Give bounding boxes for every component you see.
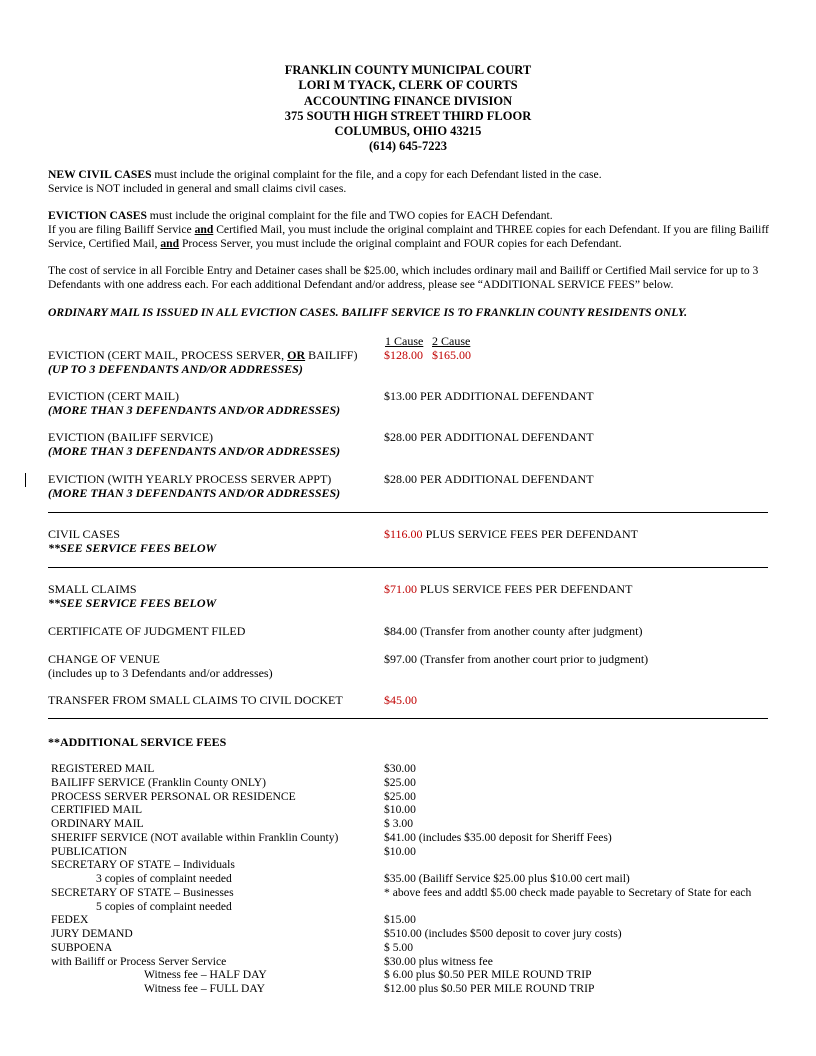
cost-paragraph: [48, 264, 773, 292]
eviction-row-sub: (MORE THAN 3 DEFENDANTS AND/OR ADDRESSES): [48, 403, 341, 417]
small-claims-label: SMALL CLAIMS: [48, 582, 137, 596]
header-line: ACCOUNTING FINANCE DIVISION: [303, 93, 513, 108]
eviction-row-label: EVICTION (CERT MAIL): [48, 389, 180, 403]
header-line: 375 SOUTH HIGH STREET THIRD FLOOR: [284, 108, 532, 123]
ordinary-mail-notice: ORDINARY MAIL IS ISSUED IN ALL EVICTION CASES. BAILIFF SERVICE IS TO FRANKLIN COUNTY RESIDENTS ONLY.: [48, 306, 688, 319]
eviction-heading: EVICTION CASES: [48, 209, 147, 222]
section-divider: [48, 512, 768, 513]
small-claims-price: $71.00: [384, 582, 417, 596]
eviction-main-label: [48, 348, 357, 362]
civil-fee: [384, 527, 638, 541]
fee-label: REGISTERED MAIL: [51, 762, 155, 775]
fee-value: * above fees and addtl $5.00 check made payable to Secretary of State for each: [384, 885, 752, 899]
eviction-row-value: $28.00 PER ADDITIONAL DEFENDANT: [384, 472, 594, 486]
section-divider: [48, 718, 768, 719]
header-line: LORI M TYACK, CLERK OF COURTS: [298, 78, 518, 93]
eviction-text-a: If you are filing Bailiff Service: [48, 222, 195, 236]
fee-label: Witness fee – FULL DAY: [144, 982, 266, 995]
fee-value: $ 6.00 plus $0.50 PER MILE ROUND TRIP: [384, 968, 592, 982]
header-line: FRANKLIN COUNTY MUNICIPAL COURT: [284, 63, 532, 77]
venue-label: CHANGE OF VENUE: [48, 652, 160, 666]
fee-value: $25.00: [384, 775, 416, 789]
transfer-label: TRANSFER FROM SMALL CLAIMS TO CIVIL DOCKET: [48, 693, 343, 707]
fee-label: FEDEX: [51, 913, 89, 927]
eviction-main-label-b: BAILIFF): [305, 348, 358, 362]
fee-label: CERTIFIED MAIL: [51, 803, 143, 817]
eviction-text-c: Process Server, you must include the original complaint and FOUR copies for each Defendant.: [179, 236, 622, 250]
civil-price: $116.00: [384, 527, 423, 541]
fee-label: Witness fee – HALF DAY: [144, 968, 267, 982]
fee-label: ORDINARY MAIL: [51, 817, 144, 830]
cost-text: The cost of service in all Forcible Entry and Detainer cases shall be $25.00, which includes ordinary mail and Bailiff or Certified Mail service for up to 3 Defendants with one address each. For each additional Defendant and/or address, please see “ADDITIONAL SERVICE FEES” below.: [48, 264, 759, 291]
fee-value: $12.00 plus $0.50 PER MILE ROUND TRIP: [384, 982, 595, 995]
fee-value: $41.00 (includes $35.00 deposit for Sheriff Fees): [384, 830, 612, 844]
or-emphasis: OR: [287, 348, 306, 362]
header-line: (614) 645-7223: [368, 139, 448, 154]
header-line: COLUMBUS, OHIO 43215: [334, 124, 482, 139]
fee-value: $ 5.00: [384, 940, 413, 954]
eviction-row-value: $28.00 PER ADDITIONAL DEFENDANT: [384, 430, 594, 444]
venue-sub: (includes up to 3 Defendants and/or addresses): [48, 666, 273, 680]
fee-label: JURY DEMAND: [51, 927, 133, 940]
fee-label: 5 copies of complaint needed: [96, 899, 232, 913]
fee-label: PUBLICATION: [51, 844, 128, 858]
court-header: [0, 63, 816, 155]
eviction-price-2-cause: $165.00: [432, 348, 471, 362]
and-emphasis: and: [160, 236, 180, 250]
venue-value: $97.00 (Transfer from another court prior to judgment): [384, 652, 649, 666]
fee-label: SUBPOENA: [51, 940, 113, 954]
small-claims-sub: **SEE SERVICE FEES BELOW: [48, 596, 217, 610]
eviction-text: must include the original complaint for the file and TWO copies for EACH Defendant.: [146, 209, 553, 222]
transfer-price: $45.00: [384, 693, 417, 707]
fee-value: $10.00: [384, 844, 416, 858]
fee-value: $35.00 (Bailiff Service $25.00 plus $10.00 cert mail): [384, 872, 630, 885]
certificate-value: $84.00 (Transfer from another county after judgment): [384, 624, 643, 638]
eviction-row-value: $13.00 PER ADDITIONAL DEFENDANT: [384, 389, 594, 403]
fee-label: SHERIFF SERVICE (NOT available within Franklin County): [51, 830, 339, 844]
fee-value: $15.00: [384, 913, 416, 927]
eviction-row-sub: (MORE THAN 3 DEFENDANTS AND/OR ADDRESSES): [48, 444, 341, 458]
eviction-price-1-cause: $128.00: [384, 348, 423, 362]
small-claims-note: PLUS SERVICE FEES PER DEFENDANT: [417, 582, 633, 596]
eviction-main-label-a: EVICTION (CERT MAIL, PROCESS SERVER,: [48, 348, 288, 362]
new-civil-text: must include the original complaint for the file, and a copy for each Defendant listed in the case.: [151, 168, 602, 181]
fee-label: BAILIFF SERVICE (Franklin County ONLY): [51, 775, 266, 789]
new-civil-line2: Service is NOT included in general and small claims civil cases.: [48, 181, 347, 195]
eviction-row-sub: (MORE THAN 3 DEFENDANTS AND/OR ADDRESSES): [48, 486, 341, 500]
eviction-row-label: EVICTION (BAILIFF SERVICE): [48, 430, 214, 444]
new-civil-paragraph: [48, 168, 773, 196]
new-civil-heading: NEW CIVIL CASES: [48, 168, 152, 181]
and-emphasis: and: [194, 222, 214, 236]
fee-value: $510.00 (includes $500 deposit to cover jury costs): [384, 927, 622, 940]
fee-label: SECRETARY OF STATE – Individuals: [51, 858, 235, 872]
additional-fees-title: **ADDITIONAL SERVICE FEES: [48, 735, 227, 749]
section-divider: [48, 567, 768, 568]
civil-label: CIVIL CASES: [48, 527, 120, 541]
fee-value: $30.00: [384, 762, 416, 775]
eviction-row-label: EVICTION (WITH YEARLY PROCESS SERVER APPT): [48, 472, 332, 486]
fee-label: 3 copies of complaint needed: [96, 872, 232, 885]
civil-note: PLUS SERVICE FEES PER DEFENDANT: [422, 527, 638, 541]
fee-value: $10.00: [384, 803, 416, 817]
eviction-text-b: Certified Mail, you must include the original complaint and THREE copies for each Defendant. If you are filing Bailiff Service, Certified Mail,: [48, 222, 769, 250]
certificate-label: CERTIFICATE OF JUDGMENT FILED: [48, 624, 246, 638]
fee-value: $ 3.00: [384, 817, 413, 830]
fee-value: $25.00: [384, 789, 416, 803]
text-cursor: [25, 473, 26, 487]
fee-label: PROCESS SERVER PERSONAL OR RESIDENCE: [51, 789, 296, 803]
civil-sub: **SEE SERVICE FEES BELOW: [48, 541, 217, 555]
fee-label: with Bailiff or Process Server Service: [51, 954, 227, 968]
fee-label: SECRETARY OF STATE – Businesses: [51, 885, 234, 899]
eviction-main-sub: (UP TO 3 DEFENDANTS AND/OR ADDRESSES): [48, 362, 303, 376]
fee-value: $30.00 plus witness fee: [384, 954, 493, 968]
eviction-paragraph: [48, 209, 773, 250]
small-claims-fee: [384, 582, 632, 596]
col-header-2-cause: 2 Cause: [432, 334, 471, 348]
col-header-1-cause: 1 Cause: [385, 334, 424, 348]
